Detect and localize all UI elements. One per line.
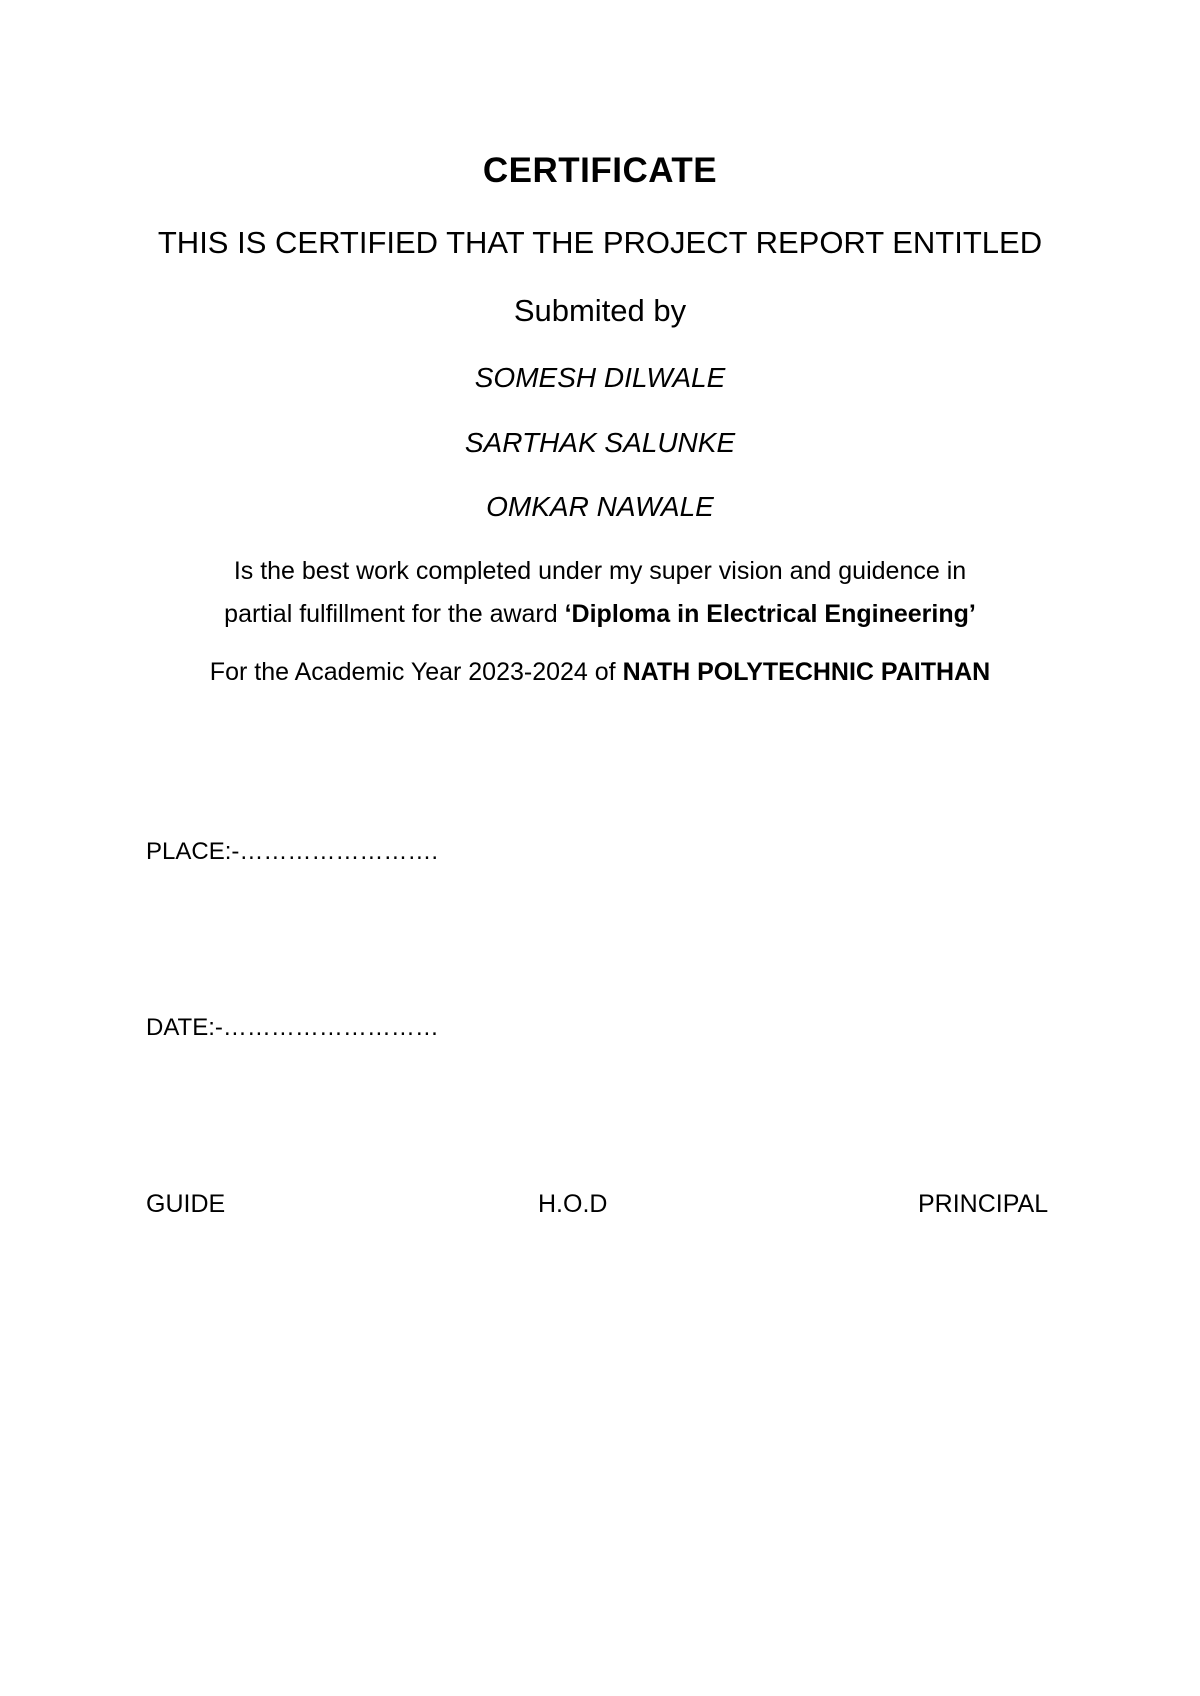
academic-year-text: For the Academic Year 2023-2024 of	[209, 658, 623, 686]
certificate-body-line-2	[0, 601, 1200, 629]
place-field: PLACE:-…………………….	[146, 838, 439, 865]
certificate-body-line-3	[0, 659, 1200, 687]
submitted-by-label: Submited by	[513, 293, 687, 328]
award-intro-text: partial fulfillment for the award	[224, 600, 565, 628]
principal-signature-label: PRINCIPAL	[918, 1190, 1049, 1218]
student-name-1: SOMESH DILWALE	[474, 362, 726, 393]
guide-signature-label: GUIDE	[146, 1190, 226, 1218]
student-name-2: SARTHAK SALUNKE	[464, 427, 736, 458]
institution-name: NATH POLYTECHNIC PAITHAN	[622, 658, 991, 686]
student-name-3: OMKAR NAWALE	[486, 491, 714, 522]
certificate-body-line-1: Is the best work completed under my super vision and guidence in	[233, 557, 967, 585]
certification-statement: THIS IS CERTIFIED THAT THE PROJECT REPORT ENTITLED	[157, 225, 1043, 260]
award-name: ‘Diploma in Electrical Engineering’	[564, 600, 976, 628]
hod-signature-label: H.O.D	[538, 1190, 608, 1218]
certificate-title: CERTIFICATE	[482, 151, 718, 190]
date-field: DATE:-………………………	[146, 1014, 439, 1041]
